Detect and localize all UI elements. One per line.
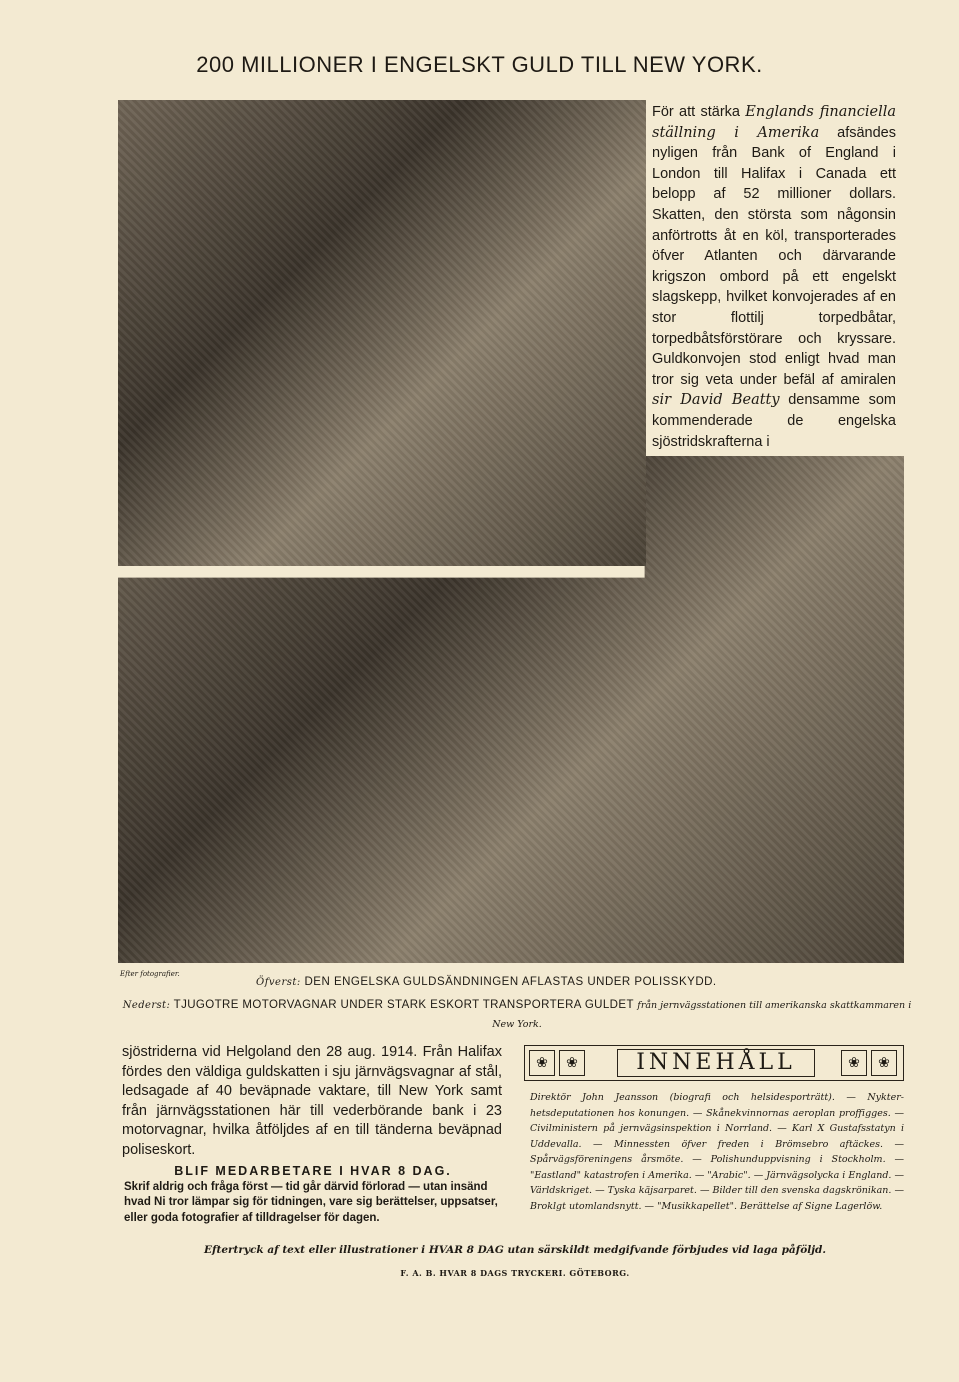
ornament-icon: ❀ bbox=[529, 1050, 555, 1076]
intro-text-1: För att stärka bbox=[652, 104, 746, 120]
caption-top bbox=[256, 976, 717, 988]
caption-bottom-text: TJUGOTRE MOTORVAGNAR UNDER STARK ESKORT TRANSPORTERA GULDET bbox=[173, 999, 634, 1011]
intro-emphasis-2: sir David Beatty bbox=[652, 392, 780, 409]
caption-bottom-lead: Nederst: bbox=[122, 1000, 171, 1011]
article-continuation: sjöstriderna vid Helgoland den 28 aug. 1914. Från Halifax fördes den väldiga guldskatten i sju järnvägsvagnar af stål, ledsagade af 40 beväpnade vaktare, till New York samt från järnvägsstationen här till vederbörande bank i 23 motorvagnar, hvilka åtföljdes af en till tänderna beväpnad poliseskort. bbox=[122, 1044, 502, 1158]
page-headline: 200 MILLIONER I ENGELSKT GULD TILL NEW YORK. bbox=[196, 52, 763, 77]
toc-contents: Direktör John Jeansson (biografi och helsidesporträtt). — Nykterhetsdeputationen hos konungen. — Skånekvinnornas aeroplan proffigges. — Civilministern på jernvägsinspektion i Norrland. — Karl X Gustafsstatyn i Uddevalla. — Minnessten öfver freden i Brömsebro aftäckes. — Spårvägsföreningens årsmöte. — Polishunduppvisning i Stockholm. — "Eastland" katastrofen i Amerika. — "Arabic". — Järnvägsolycka i England. — Världskriget. — Tyska käjsarparet. — Bilder till den svenska dagskrönikan. — Broklgt utomlandsnytt. — "Musikkapellet". Berättelse af Signe Lagerlöw. bbox=[530, 1092, 904, 1212]
ornament-icon: ❀ bbox=[871, 1050, 897, 1076]
ornament-icon: ❀ bbox=[559, 1050, 585, 1076]
photo-gold-unloading bbox=[118, 100, 646, 566]
printer-imprint: F. A. B. HVAR 8 DAGS TRYCKERI. GÖTEBORG. bbox=[400, 1268, 630, 1278]
intro-article bbox=[652, 102, 896, 452]
photo-credit: Efter fotografier. bbox=[120, 970, 180, 978]
ornament-icon: ❀ bbox=[841, 1050, 867, 1076]
toc-header bbox=[524, 1045, 904, 1081]
intro-text-3: densamme som kommenderade de engelska sjöstridskrafterna i bbox=[652, 392, 896, 450]
caption-top-text: DEN ENGELSKA GULDSÄNDNINGEN AFLASTAS UNDER POLISSKYDD. bbox=[304, 976, 717, 988]
contributor-notice-text: Skrif aldrig och fråga först — tid går därvid förlorad — utan insänd hvad Ni tror lämpar sig för tidningen, vare sig berättelser, uppsatser, eller goda fotografier af tilldragelser för dagen. bbox=[124, 1180, 498, 1224]
intro-emphasis-1: Englands financiella ställning i Amerika bbox=[652, 104, 896, 141]
toc-title: INNEHÅLL bbox=[617, 1049, 815, 1077]
caption-bottom bbox=[122, 996, 912, 1034]
caption-bottom-italic: från jernvägsstationen till amerikanska skattkammaren i New York. bbox=[492, 1000, 912, 1030]
intro-text-2: afsändes nyligen från Bank of England i London till Halifax i Canada ett belopp af 52 millioner dollars. Skatten, den största som någonsin anförtrotts åt en köl, transporterades öfver Atlanten och därvarande krigszon ombord på ett engelskt slagskepp, hvilket konvojerades af en stor flottilj torpedbåtar, torpedbåtsförstörare och kryssare. Guldkonvojen stod enligt hvad man tror sig veta under befäl af amiralen bbox=[652, 124, 896, 388]
reprint-notice: Eftertryck af text eller illustrationer i HVAR 8 DAG utan särskildt medgifvande förbjudes vid laga påföljd. bbox=[203, 1244, 827, 1256]
contributor-notice-title: BLIF MEDARBETARE I HVAR 8 DAG. bbox=[174, 1164, 452, 1178]
caption-top-lead: Öfverst: bbox=[256, 977, 301, 988]
contributor-notice bbox=[124, 1164, 502, 1226]
